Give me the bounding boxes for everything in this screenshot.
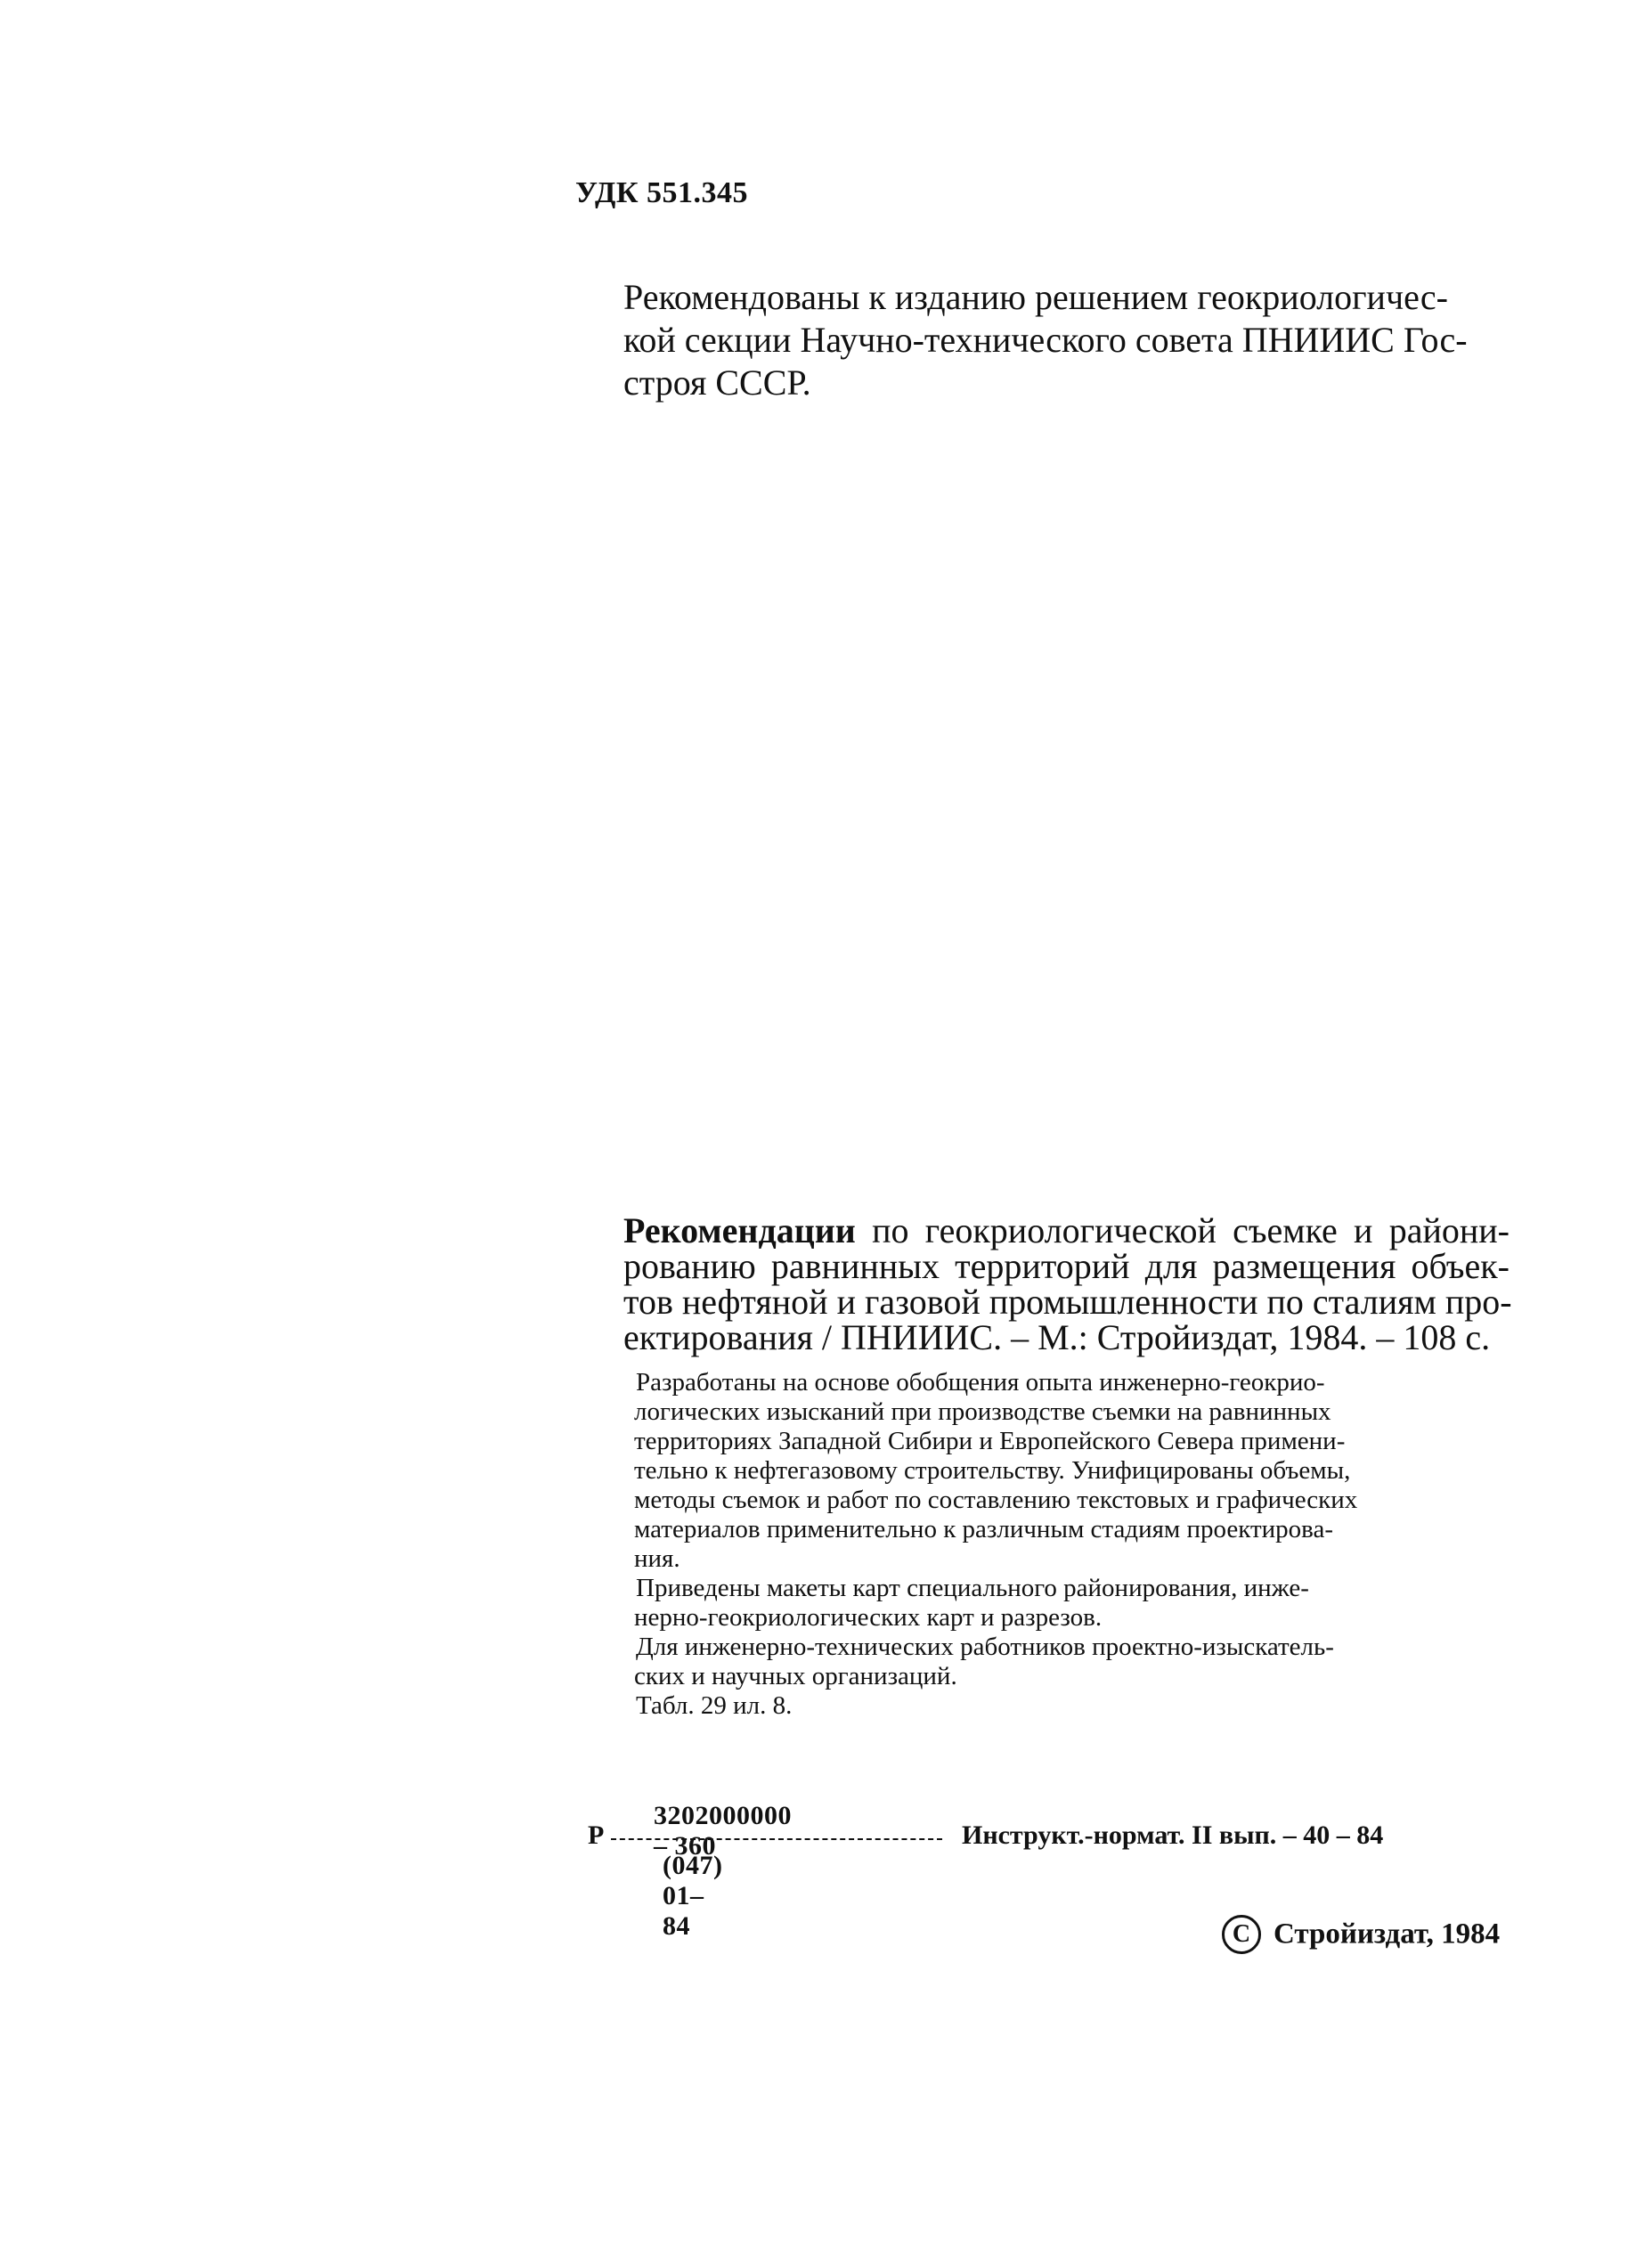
recommendation-note [623, 276, 1514, 404]
biblio-lead-word: Рекомендации [623, 1210, 856, 1250]
abstract-line: материалов применительно к различным стадиям проектирова- [634, 1515, 1334, 1543]
copyright-notice [1222, 1915, 1500, 1954]
publication-code-denominator: (047) 01– 84 [663, 1851, 723, 1941]
bibliographic-description [623, 1210, 1512, 1357]
biblio-line: рованию равнинных территорий для размещения объек- [623, 1246, 1510, 1286]
abstract-line: ния. [634, 1544, 680, 1573]
publication-code-numerator: 3202000000 – 360 [654, 1801, 792, 1861]
copyright-text: Стройиздат, 1984 [1274, 1918, 1501, 1951]
abstract-line: Табл. 29 ил. 8. [636, 1691, 793, 1720]
abstract-line: тельно к нефтегазовому строительству. Унифицированы объемы, [634, 1456, 1351, 1485]
publication-code-letter: Р [588, 1820, 605, 1850]
recommendation-line: кой секции Научно-технического совета ПНИИИС Гос- [623, 320, 1468, 360]
fraction-divider [611, 1838, 942, 1840]
biblio-line: ектирования / ПНИИИС. – М.: Стройиздат, 1984. – 108 с. [623, 1317, 1491, 1357]
abstract [634, 1368, 1498, 1721]
abstract-line: логических изысканий при производстве съемки на равнинных [634, 1397, 1331, 1426]
abstract-line: Разработаны на основе обобщения опыта инженерно-геокрио- [636, 1368, 1325, 1397]
abstract-line: Для инженерно-технических работников проектно-изыскатель- [636, 1633, 1334, 1661]
abstract-line: Приведены макеты карт специального районирования, инже- [636, 1574, 1309, 1602]
biblio-line-rest: по геокриологической съемке и райони- [855, 1210, 1510, 1250]
abstract-line: методы съемок и работ по составлению текстовых и графических [634, 1486, 1358, 1514]
udk-code: УДК 551.345 [575, 176, 749, 209]
abstract-line: территориях Западной Сибири и Европейского Севера примени- [634, 1427, 1346, 1455]
copyright-icon: C [1222, 1915, 1261, 1954]
abstract-line: ских и научных организаций. [634, 1662, 957, 1690]
publication-instruction: Инструкт.-нормат. II вып. – 40 – 84 [962, 1820, 1384, 1850]
recommendation-line: Рекомендованы к изданию решением геокриологичес- [623, 277, 1448, 317]
abstract-line: нерно-геокриологических карт и разрезов. [634, 1603, 1103, 1632]
biblio-line: тов нефтяной и газовой промышленности по сталиям про- [623, 1282, 1512, 1322]
recommendation-line: строя СССР. [623, 362, 811, 403]
biblio-line [623, 1210, 1510, 1250]
